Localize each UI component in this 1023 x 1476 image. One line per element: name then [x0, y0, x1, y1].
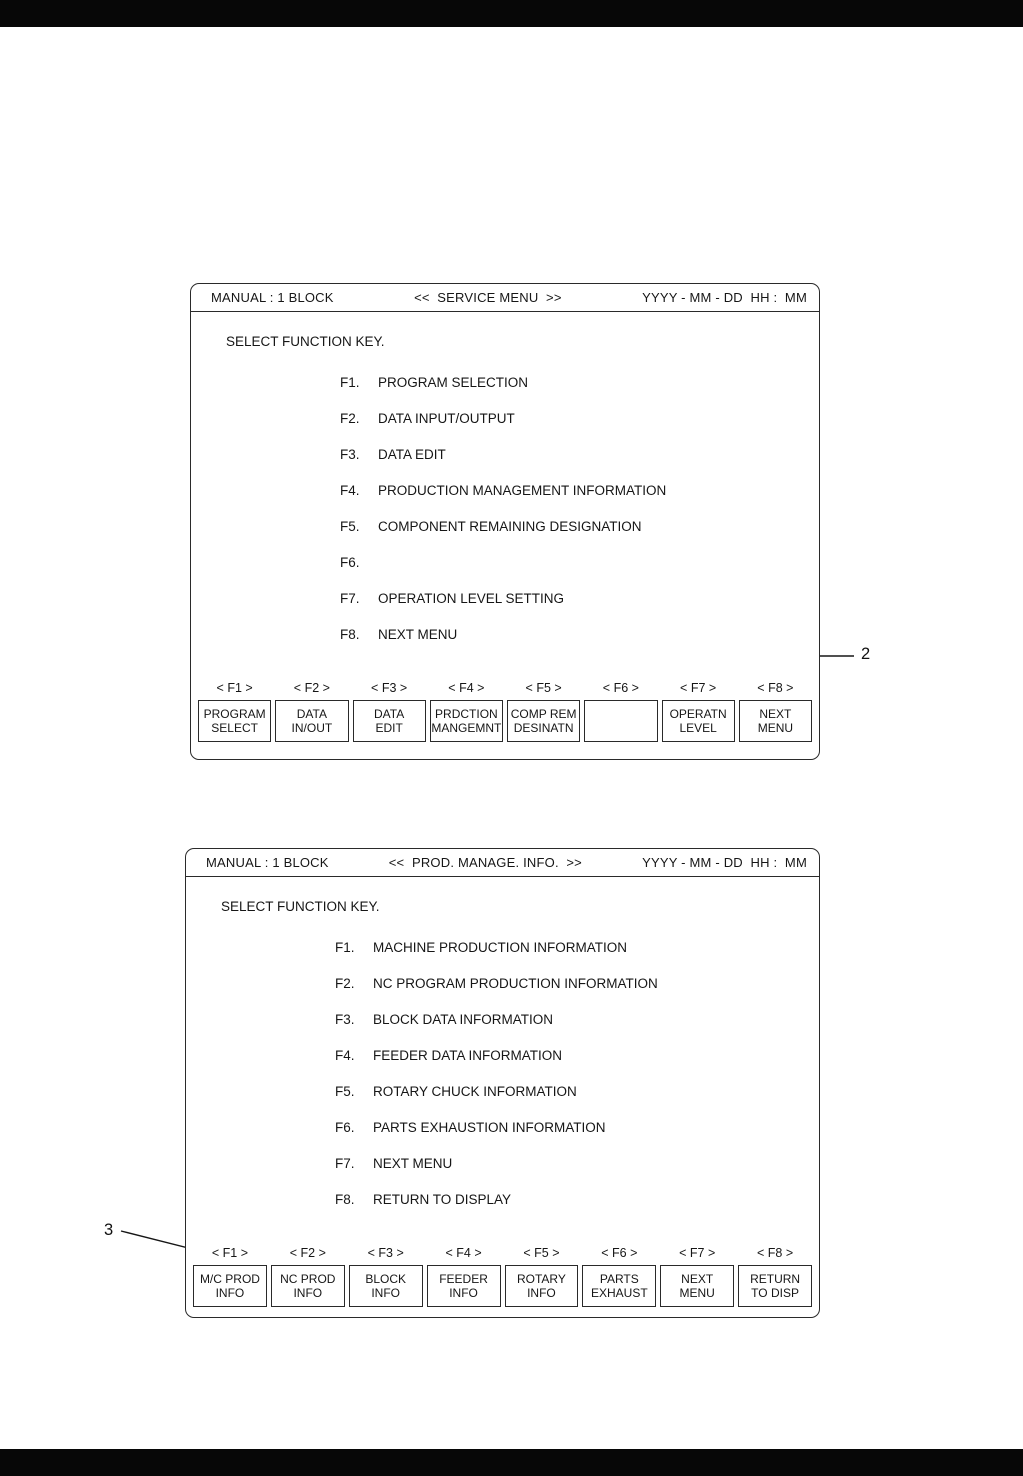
menu-item-f1 [191, 375, 819, 411]
mode-indicator: MANUAL : 1 BLOCK [206, 855, 329, 870]
softkey-column-f6 [584, 681, 657, 742]
softkey-button-feeder-info[interactable] [427, 1265, 501, 1307]
menu-item-f6 [186, 1120, 819, 1156]
softkey-button-return-to-display[interactable] [738, 1265, 812, 1307]
softkey-label-f3: < F3 > [367, 1246, 404, 1260]
menu-key: F2. [335, 976, 355, 991]
menu-label: NEXT MENU [378, 627, 458, 642]
softkey-label-f1: < F1 > [216, 681, 253, 695]
softkey-label-f6: < F6 > [601, 1246, 638, 1260]
softkey-button-line2: IN/OUT [291, 721, 333, 735]
softkey-column-f8 [739, 681, 812, 742]
function-menu [186, 940, 819, 1228]
softkey-button-rotary-info[interactable] [505, 1265, 579, 1307]
softkey-button-block-info[interactable] [349, 1265, 423, 1307]
softkey-button-line1: PARTS [599, 1272, 639, 1286]
softkey-button-line1: NC PROD [280, 1272, 336, 1286]
menu-label: PRODUCTION MANAGEMENT INFORMATION [378, 483, 667, 498]
menu-item-f5 [191, 519, 819, 555]
softkey-label-f8: < F8 > [756, 1246, 794, 1260]
menu-label: RETURN TO DISPLAY [373, 1192, 512, 1207]
softkey-column-f3 [353, 681, 426, 742]
menu-key: F6. [335, 1120, 355, 1135]
softkey-column-f5 [507, 681, 580, 742]
menu-item-f7 [186, 1156, 819, 1192]
softkey-button-mc-prod-info[interactable] [193, 1265, 267, 1307]
screen-header [191, 284, 819, 312]
menu-item-f7 [191, 591, 819, 627]
softkey-button-line2: MENU [757, 721, 794, 735]
screen-header [186, 849, 819, 877]
softkey-button-data-in-out[interactable] [275, 700, 348, 742]
softkey-button-line2: SELECT [211, 721, 258, 735]
menu-key: F1. [340, 375, 360, 390]
softkey-button-empty[interactable] [584, 700, 657, 742]
menu-label: NEXT MENU [373, 1156, 453, 1171]
softkey-label-f1: < F1 > [211, 1246, 248, 1260]
menu-item-f3 [186, 1012, 819, 1048]
softkey-button-line1: NEXT [759, 707, 792, 721]
menu-label: COMPONENT REMAINING DESIGNATION [378, 519, 642, 534]
softkey-column-f2 [275, 681, 348, 742]
menu-key: F5. [340, 519, 360, 534]
softkey-button-line2: INFO [215, 1286, 245, 1300]
softkey-button-operation-level[interactable] [662, 700, 735, 742]
softkey-column-f5 [505, 1246, 579, 1307]
softkey-row [193, 1246, 812, 1307]
softkey-button-line1: DATA [374, 707, 405, 721]
menu-key: F8. [340, 627, 360, 642]
menu-item-f8 [191, 627, 819, 663]
softkey-column-f1 [198, 681, 271, 742]
softkey-button-line1: PROGRAM [203, 707, 266, 721]
menu-item-f4 [186, 1048, 819, 1084]
softkey-row [198, 681, 812, 742]
softkey-column-f3 [349, 1246, 423, 1307]
softkey-button-line2: TO DISP [751, 1286, 799, 1300]
bottom-black-bar [0, 1449, 1023, 1476]
softkey-label-f2: < F2 > [289, 1246, 326, 1260]
softkey-button-line1: FEEDER [439, 1272, 488, 1286]
screen-title: << PROD. MANAGE. INFO. >> [388, 855, 582, 870]
softkey-button-line1: OPERATN [669, 707, 727, 721]
softkey-button-line1: BLOCK [365, 1272, 407, 1286]
softkey-button-production-management[interactable] [430, 700, 503, 742]
softkey-label-f7: < F7 > [679, 1246, 716, 1260]
softkey-button-nc-prod-info[interactable] [271, 1265, 345, 1307]
softkey-button-line1: RETURN [750, 1272, 801, 1286]
menu-key: F5. [335, 1084, 355, 1099]
softkey-column-f4 [430, 681, 503, 742]
softkey-button-line2: INFO [371, 1286, 401, 1300]
softkey-button-line2: INFO [293, 1286, 323, 1300]
softkey-column-f2 [271, 1246, 345, 1307]
menu-label: FEEDER DATA INFORMATION [373, 1048, 563, 1063]
menu-key: F1. [335, 940, 355, 955]
menu-item-f3 [191, 447, 819, 483]
menu-label: PROGRAM SELECTION [378, 375, 529, 390]
prod-manage-info-screen [185, 848, 820, 1318]
prompt-text: SELECT FUNCTION KEY. [226, 334, 385, 349]
softkey-button-next-menu[interactable] [660, 1265, 734, 1307]
service-menu-screen [190, 283, 820, 760]
softkey-column-f7 [662, 681, 735, 742]
softkey-column-f8 [738, 1246, 812, 1307]
softkey-label-f8: < F8 > [757, 681, 794, 695]
softkey-button-line2: DESINATN [513, 721, 574, 735]
menu-item-f2 [191, 411, 819, 447]
softkey-button-line1: COMP REM [510, 707, 577, 721]
menu-item-f1 [186, 940, 819, 976]
softkey-button-line2: MANGEMNT [431, 721, 502, 735]
menu-label: DATA EDIT [378, 447, 446, 462]
menu-key: F3. [335, 1012, 355, 1027]
menu-label: PARTS EXHAUSTION INFORMATION [373, 1120, 606, 1135]
menu-label: ROTARY CHUCK INFORMATION [373, 1084, 577, 1099]
menu-key: F3. [340, 447, 360, 462]
softkey-button-line1: ROTARY [516, 1272, 566, 1286]
menu-label: OPERATION LEVEL SETTING [378, 591, 565, 606]
softkey-button-line1: NEXT [681, 1272, 714, 1286]
softkey-button-parts-exhaust[interactable] [582, 1265, 656, 1307]
menu-key: F7. [340, 591, 360, 606]
menu-label: NC PROGRAM PRODUCTION INFORMATION [373, 976, 658, 991]
figure-callout-2: 2 [861, 645, 871, 663]
softkey-column-f1 [193, 1246, 267, 1307]
screen-title: << SERVICE MENU >> [414, 290, 562, 305]
softkey-button-line1: DATA [296, 707, 327, 721]
menu-key: F8. [335, 1192, 355, 1207]
menu-item-f5 [186, 1084, 819, 1120]
menu-item-f2 [186, 976, 819, 1012]
softkey-button-line2: EDIT [375, 721, 403, 735]
softkey-button-next-menu[interactable] [739, 700, 812, 742]
datetime-display: YYYY - MM - DD HH : MM [642, 855, 807, 870]
menu-label: MACHINE PRODUCTION INFORMATION [373, 940, 627, 955]
datetime-display: YYYY - MM - DD HH : MM [642, 290, 807, 305]
softkey-label-f4: < F4 > [445, 1246, 482, 1260]
softkey-column-f7 [660, 1246, 734, 1307]
menu-key: F2. [340, 411, 360, 426]
softkey-button-line2: INFO [527, 1286, 556, 1300]
softkey-button-line2: LEVEL [679, 721, 717, 735]
menu-key: F7. [335, 1156, 355, 1171]
menu-key: F4. [340, 483, 360, 498]
softkey-label-f7: < F7 > [680, 681, 717, 695]
menu-key: F4. [335, 1048, 355, 1063]
menu-label: BLOCK DATA INFORMATION [373, 1012, 554, 1027]
softkey-button-program-select[interactable] [198, 700, 271, 742]
softkey-column-f4 [427, 1246, 501, 1307]
softkey-label-f2: < F2 > [293, 681, 330, 695]
softkey-button-data-edit[interactable] [353, 700, 426, 742]
softkey-label-f3: < F3 > [371, 681, 408, 695]
softkey-button-line1: M/C PROD [199, 1272, 260, 1286]
function-menu [191, 375, 819, 663]
menu-item-f4 [191, 483, 819, 519]
mode-indicator: MANUAL : 1 BLOCK [211, 290, 334, 305]
softkey-button-component-remaining[interactable] [507, 700, 580, 742]
softkey-label-f5: < F5 > [525, 681, 562, 695]
menu-item-f8 [186, 1192, 819, 1228]
prompt-text: SELECT FUNCTION KEY. [221, 899, 380, 914]
softkey-label-f4: < F4 > [448, 681, 485, 695]
softkey-button-line2: INFO [449, 1286, 478, 1300]
softkey-column-f6 [582, 1246, 656, 1307]
menu-key: F6. [340, 555, 360, 570]
softkey-button-line2: EXHAUST [590, 1286, 648, 1300]
softkey-label-f5: < F5 > [523, 1246, 560, 1260]
menu-item-f6 [191, 555, 819, 591]
softkey-button-line2: MENU [679, 1286, 715, 1300]
menu-label: DATA INPUT/OUTPUT [378, 411, 515, 426]
figure-callout-3: 3 [104, 1221, 114, 1239]
top-black-bar [0, 0, 1023, 27]
softkey-button-line1: PRDCTION [435, 707, 498, 721]
softkey-label-f6: < F6 > [602, 681, 639, 695]
